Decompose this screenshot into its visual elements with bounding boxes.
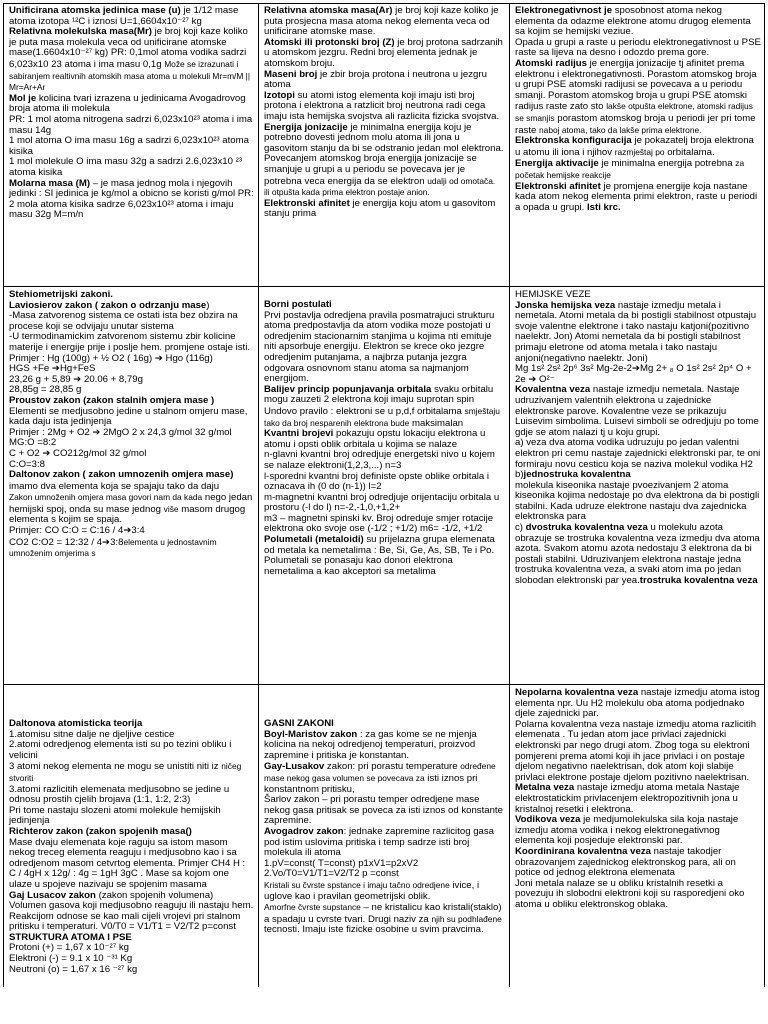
bold-term: Koordinirana kovalentna veza — [515, 845, 651, 857]
bold-term: Atomski radijus — [515, 57, 587, 69]
cell-gas-laws — [259, 686, 509, 990]
paragraph — [9, 179, 254, 221]
bold-term: Daltonova atomisticka teorija — [9, 718, 143, 729]
row-divider-1 — [4, 286, 764, 287]
paragraph — [9, 396, 254, 470]
text-run: zakon: pri porastu temperature — [324, 761, 461, 773]
text-run: nastaje izmedju atoma metala Nastaje elektrostatickim privlacenjem elektropozitivnih jona u kristalnoj resetki i elektrona. — [515, 782, 740, 815]
paragraph — [264, 70, 505, 91]
text-run: nastaje izmedju metala i nemetala. Atomi metala da bi postigli stabilnost otpustaju svoje valentne elektrone i tako nastaju katjoni(pozitivno naelektr. Jon) Atomi nemetala da bi postigli stabilnost primaju eletrone od atoma metala i tako nastaju anjoni(negativno naelektr. Joni) Mg 1s² 2s² 2p⁶ 3s² Mg-2e-2➔Mg 2+ ₈ O 1s² 2s² 2p⁴ O + 2e ➔ O²⁻ — [515, 299, 757, 385]
bold-term: Unificirana atomska jedinica mase (u) — [9, 5, 181, 16]
bold-term: Energija aktivacije — [515, 158, 599, 170]
paragraph — [264, 91, 505, 123]
text-run: imamo dva elementa koja se spajaju tako da daju — [9, 480, 220, 492]
cell-bohr-postulates — [259, 288, 509, 684]
bold-term: Richterov zakon (zakon spojenih masa() — [9, 825, 192, 837]
paragraph — [515, 815, 761, 847]
text-run: ) -Masa zatvorenog sistema ce ostati ista bez obzira na procese koji se odvijaju unutar sistema -U termodinamickim zatvorenom sistemu zbir kolicine materije i energije prije i poslje hem. promjene ostaje isti. Primjer : Hg (100g) + ½ O2 ( 16g) ➔ Hgo (116g) HGS +Fe ➔Hg+FeS 23,26 g + 5,89 ➔ 20.06 + 8,79g 28,85g = 28,85 g — [9, 299, 251, 396]
bold-term: Relativna molekulska masa(Mr) — [9, 26, 152, 38]
text-run: HEMIJSKE VEZE — [515, 289, 591, 300]
page-bottom-margin — [0, 987, 768, 1024]
text-run: je minimalna energija koju je potrebno dovesti jednom molu atoma ili jona u gasovitom stanju da bi se odstranio jedan mol elektrona. Povecanjem atomskog broja energija jonizacije se smanjuje u grupi a u periodu se povecava jer je potrebna veca energija da se elektron — [264, 121, 504, 187]
text-run: : za gas kome se ne mjenja kolicina na nekoj odredjenoj temperaturi, proizvod zapremine i pritiska je konstantan. — [264, 728, 477, 761]
bold-term: Elektronegativnost je — [515, 5, 613, 16]
paragraph — [515, 301, 761, 386]
cell-chemical-bonds — [510, 288, 765, 684]
bold-term: Metalna veza — [515, 782, 575, 794]
bold-term: Izotopi — [264, 89, 295, 101]
bold-term: Gay-Lusakov — [264, 761, 325, 773]
text-run: svaku orbitalu mogu zauzeti 2 elektrona koji imaju suprotan spin Undovo pravilo : elektroni se u p,d,f orbitalama — [264, 383, 494, 417]
text-run: je medjumolekulska sila koja nastaje izmedju atoma vodika i nekog elektronegativnog elementa koji posjeduje elektronski par. — [515, 814, 739, 847]
text-run: lakše otpušta elektrone, atomski radijus se smanjis — [515, 101, 753, 123]
bold-term: Isti krc. — [587, 201, 621, 213]
text-run: orbitalama. — [664, 146, 715, 158]
text-run: su atomi istog elementa koji imaju isti broj protona i elektrona a ratzlicit broj neutrona radi cega imaju ista hemijska svojstva ali razlicita fizicka svojstva. — [264, 89, 500, 122]
text-run: udalji od omotača. ili otpušta kada prima elektron postaje anion. — [264, 175, 496, 198]
text-run: isti iznos pri konstantnom pritisku, Šarlov zakon – pri porastu temper odredjene mase nekog gasa pritisak se poveca za isti iznos od konstante zapremine. — [264, 772, 503, 827]
text-run: ničeg stvoriti — [9, 761, 242, 783]
bold-term: Balijev princip popunjavanja orbitala — [264, 383, 432, 395]
bold-term: Vodikova veza — [515, 814, 581, 826]
text-run: maksimalan — [409, 417, 464, 429]
text-run: naboj atoma, tako da lakše prima elektrone. — [539, 124, 702, 135]
text-run: u molekulu azota obrazuje se trostruka kovalentna veza izmedju dva atoma azota. Svakom atomu azota nedostaju 3 elektrona da bi postali stabilni. Udruzivanjem elektrona nastaje jedna trostruka kovalentna veza, a svaki atom ima po jedan slobodan elektronski par yea. — [515, 522, 760, 587]
text-run: nastaje izmedju nemetala. Nastaje udruzivanjem valentnih elektrona u zajednicke elektronske parove. Kovalentne veze se prikazuju Luisevim simbolima. Luisevi simboli se odredjuju po tome gdje se atom nalazi tj u koju grupi. a) — [515, 384, 759, 449]
bold-term: Energija jonizacije — [264, 121, 348, 133]
text-run: (zakon spojenih volumena) Volumen gasova koji medjusobno reaguju ili nastaju hem. Reakcijom odnose se kao mali cijeli vrojevi pri stalnom pritisku i temperaturi. V0/T0 = V1/T1 = V2/T2 p=const — [9, 889, 254, 933]
text-run: veza dva atoma vodika udruzuju po jedan valentni elektron pri cemu nastaje zajednicki elektronski par, te oni formiraju novu cesticu koja se naziva molekul vodika H2 b) — [515, 437, 761, 481]
text-run: masom drugog elementa s kojim se spaja. Primjer: CO C:O = C:16 / 4➔3:4 CO2 C:O2 = 12:32 / 4➔3:8 — [9, 503, 246, 548]
bold-term: Mol je — [9, 92, 37, 104]
bold-term: Proustov zakon (zakon stalnih omjera mase ) — [9, 394, 215, 406]
paragraph — [515, 385, 761, 586]
text-run: za početak hemijske reakcije — [515, 158, 745, 180]
cell-stoichiometric-laws — [4, 288, 258, 684]
bold-term: Gaj Lusacov zakon — [9, 889, 96, 901]
paragraph — [264, 199, 505, 220]
paragraph — [9, 470, 254, 560]
bold-term: Relativna atomska masa(Ar) — [264, 5, 393, 16]
paragraph — [515, 136, 761, 158]
paragraph — [515, 783, 761, 815]
text-run: Mase dvaju elemenata koje raguju sa istom masom nekog treceg elementa reaguju i medjusobno kao i sa odredjenom masom cetvrtog elementa. Primjer CH4 H : C / 4gH x 12g/ : 4g = 1gH 3gC . Mase sa kojom one ulaze u spojeve nazivaju se spojenim masama — [9, 836, 246, 890]
paragraph — [515, 847, 761, 911]
paragraph — [9, 94, 254, 179]
paragraph — [9, 719, 254, 827]
bold-term: Daltonov zakon ( zakon umnozenih omjera mase) — [9, 469, 234, 481]
text-run: Zakon umnoženih omjera masa govori nam da kada — [9, 492, 203, 503]
bold-term: Kvantni brojevi — [264, 428, 334, 440]
text-run: Elementi se medjusobno jedine u stalnom omjeru mase, kada daju ista jedinjenja Primjer : 2Mg + O2 ➔ 2MgO 2 x 24,3 g/mol 32 g/mol MG:O =8:2 C + O2 ➔ CO212g/mol 32 g/mol C:O=3:8 — [9, 405, 248, 470]
text-run: njih su podhlađene — [431, 913, 502, 924]
text-run: je energija koju atom u gasovitom stanju prima — [264, 197, 496, 220]
paragraph — [264, 123, 505, 199]
bold-term: Atomski ili protonski broj (Z) — [264, 36, 395, 48]
text-run: porastom atomskog broja u periodi jer pri tome raste — [515, 112, 756, 136]
bold-term: dvostruka kovalentna veza — [525, 522, 648, 534]
paragraph — [264, 300, 505, 385]
text-run: određene mase nekog gasa volumen se povecava za — [264, 761, 496, 783]
paragraph — [264, 38, 505, 70]
bold-term: Nepolarna kovalentna veza — [515, 687, 639, 698]
text-run: je minimalna energija potrebna — [598, 158, 736, 170]
text-run: 1.atomisu sitne dalje ne djeljive cestice 2.atomi odredjenog elementa isti su po tezini obliku i velicini 3 atomi nekog elementa ne mogu se unistiti niti iz — [9, 728, 232, 773]
text-run: je promjena energije koja nastane kada atom nekog elementa primi elektron, raste u periodi a opada u grupi. — [515, 180, 758, 213]
paragraph — [9, 27, 254, 94]
cell-atomic-mass — [4, 4, 258, 286]
text-run: 3.atomi razlicitih elemenata medjusobno se jedine u odnosu prostih cjelih brojava (1:1, 1:2, 2:3) Pri tome nastaju slozeni atomi molekule hemijskih jedinjenja — [9, 783, 230, 827]
bold-term: STRUKTURA ATOMA I PSE — [9, 931, 132, 943]
text-run: je energija jonizacije tj afinitet prema elektronu i elektronegativnosti. Porastom atomskog broja u grupi PSE atomski radijusi se povecava a u periodu smanji. Porastom atomskog broja u grupi PSE atomski radijus raste zato sto — [515, 57, 757, 113]
bold-term: GASNI ZAKONI — [264, 718, 334, 729]
bold-term: Stehiometrijski zakoni. — [9, 289, 113, 300]
text-run: sposobnost atoma nekog elementa da odazme elektrone atomu drugog elementa sa kojim se hemijski veziue. Opada u grupi a raste u periodu elektronegativnost u PSE raste sa lijeva na desno i odozdo prema gore. — [515, 5, 761, 59]
paragraph — [515, 158, 761, 181]
bold-term: Elektronska konfiguracija — [515, 135, 632, 147]
bold-term: Maseni broj — [264, 68, 318, 80]
paragraph — [9, 6, 254, 27]
bold-term: Jonska hemijska veza — [515, 299, 616, 311]
paragraph — [515, 182, 761, 214]
text-run: je pokazatelj broja elektrona u atomu ili iona i njihov — [515, 135, 754, 158]
cell-covalent-bonds — [510, 686, 765, 990]
bold-term: Kovalentna veza — [515, 384, 591, 396]
text-run: Protoni (+) = 1,67 x 10⁻²⁷ kg Elektroni (-) = 9.1 x 10 ⁻³¹ Kg Neutroni (o) = 1,67 x 16 ⁻²⁷ kg — [9, 942, 138, 975]
text-run: je broj protona sadrzanih u atomskom jezgru. Redni broj elementa jednak je atomskom broju. — [264, 36, 503, 69]
bold-term: Molarna masa (M) — [9, 177, 91, 189]
bold-term: Avogadrov zakon — [264, 825, 344, 837]
paragraph — [264, 385, 505, 429]
paragraph — [9, 933, 254, 975]
bold-term: Elektronski afinitet — [515, 180, 601, 192]
paragraph — [515, 6, 761, 59]
bold-term: Boyl-Maristov zakon — [264, 728, 358, 740]
bold-term: Polumetali (metaloidi) — [264, 534, 364, 546]
text-run: – je masa jednog mola i njegovih jedinki : SI jedinica je kg/mol a obicno se koristi g/mol PR: 2 mola atoma kisika sadrze 6,023x10²³ atoma i imaju masu 32g M=m/n — [9, 177, 254, 221]
text-run: molekula kiseonika nastaje pvoezivanjem 2 atoma kiseonika kojima nedostaje po dva elektrona da bi postigli stabilni. Kada udruze elektrone nastaju dva zajednicka elektronska para c) — [515, 479, 760, 534]
notes-sheet — [3, 3, 765, 990]
cell-dalton-theory — [4, 686, 258, 990]
text-run: nastaje izmedju atoma istog elementa npr. Uu H2 molekulu oba atoma podjednako djele zajednicki par. Polarna kovalentna veza nastaje izmedju atoma razlicitih elemenata . Tu jedan atom jace privlaci zajednicki elektronski par nego drugi atom. Zbog toga su elektroni pomjereni prema atomi koji ih jace privlaci i on postaje djelom negativno naelektrisan, dok atom koji slabije privlaci elektrone postaje djelom pozitivno naelektrisan. — [515, 687, 760, 783]
paragraph — [515, 59, 761, 136]
paragraph — [9, 891, 254, 933]
text-run: je broj koji kaze koliko je puta prosjecna masa atoma nekog elementa veca od unificirane atomske mase. — [264, 5, 499, 38]
text-run: je broj koji kaze koliko je puta masa molekula veca od unificirane atomske mase(1.6604x10⁻²⁷ kg) PR: 0,1mol atoma vodika sadrzi 6,023x10 23 atoma i ima masu 0,1g — [9, 26, 248, 70]
text-run: nego jedan hemijski spoj, onda su mase jednog — [9, 492, 253, 515]
paragraph — [264, 535, 505, 577]
text-run: Može se izrazunati i sabiranjem realtivnih atomskih masa atoma u molekuli Mr=m/M || Mr=Ar+Ar — [9, 58, 251, 93]
bold-term: jednostruka kovalentna — [523, 469, 631, 481]
text-run: Kristali su čvrste spstance i imaju tačno odredjene — [264, 879, 450, 890]
text-run: Amorfne čvrste supstance — [264, 902, 361, 913]
bold-term: Elektronski afinitet — [264, 197, 350, 209]
bold-term: Laviosierov zakon ( zakon o odrzanju mase — [9, 299, 207, 311]
text-run: kolicina tvari izrazena u jedinicama Avogadrovog broja atoma ili molekula PR: 1 mol atoma nitrogena sadrzi 6,023x10²³ atoma i ima masu 14g 1 mol atoma O ima masu 16g a sadrzi 6,023x10²³ atoma kisika 1 mol molekule O ima masu 32g a sadrzi 2.6,023x10 ²³ atoma kisika — [9, 92, 253, 178]
bold-term: trostruka kovalentna veza — [639, 575, 758, 587]
text-run: razmještaj po — [614, 146, 665, 157]
row-divider-2 — [4, 684, 764, 685]
paragraph — [264, 761, 505, 827]
text-run: – ne kristalicu kao kristali(staklo) a spadaju u cvrste tvari. Drugi naziv za — [264, 902, 502, 925]
text-run: je zbir broja protona i neutrona u jezgru atoma — [264, 68, 487, 91]
text-run: tecnosti. Imaju iste fizicke osobine u svim pravcima. — [264, 924, 484, 936]
bold-term: Borni postulati — [264, 299, 332, 310]
text-run: : jednake zapremine razlicitog gasa pod istim uslovima pritiska i temp sadrze isti broj molekula ili atoma 1.pV=const( T=const) p1xV1=p2xV2 2.Vo/T0=V1/T1=V2/T2 p =const — [264, 825, 494, 880]
paragraph — [264, 827, 505, 936]
text-run: Prvi postavlja odredjena pravila posmatrajuci strukturu atoma predpostavlja da atom vodika moze postojati u odredjenim stacionarnim stanjima u kojima nti emituje niti apsorbuje energiju. Elektron se krece oko jezgre odredjenim putanjama, a najbrza putanja jezgra odgovara osnovnom stanu atoma sa najmanjom energijom. — [264, 309, 495, 385]
text-run: pokazuju opstu lokaciju elektrona u atomu i opsti oblik orbitala u kojima se nalaze n-glavni kvantni broj odredjuje energetski nivo u kojem se nalaze elektroni(1,2,3,...) n=3 l-sporedni kvantni broj definiste opste oblike orbitala i oznacava ih (0 do (n-1)) l=2 m-magnetni kvantni broj odredjuje orijentaciju orbitala u prostoru (-l do l) n=-2,-1,0,+1,2+ m3 – magnetni spinski kv. Broj odreduje smjer rotacije elektrona oko svoje ose (-1/2 ; +1/2) m6= -1/2, +1/2 — [264, 428, 500, 535]
cell-electronegativity — [510, 4, 765, 286]
paragraph — [515, 688, 761, 783]
paragraph — [9, 301, 254, 396]
text-run: elementa u jednostavnim umnoženim omjerima s — [9, 536, 217, 559]
paragraph — [264, 730, 505, 762]
text-run: ivice, i uglove kao i pravilan geometrijski oblik. — [264, 879, 480, 902]
text-run: više — [163, 503, 179, 514]
text-run: smještaju tako da broj nesparenih elektrona bude — [264, 405, 500, 428]
paragraph — [9, 827, 254, 891]
paragraph — [264, 6, 505, 38]
text-run: su prijelazna grupa elemenata od metala ka nemetalima : Be, Si, Ge, As, SB, Te i Po. Polumetali se ponasaju kao donori elektrona nemetalima a kao akceptori sa metalima — [264, 534, 495, 577]
cell-relative-atomic-mass — [259, 4, 509, 286]
text-run: nastaje takodjer obrazovanjem zajednickog elektronskog para, ali on potice od jednog elektrona elemenata Joni metala nalaze se u obliku kristalnih resetki a povezuju ih slobodni elektroni koji su rasporedjeni oko atoma u obliku elektronskog oblaka. — [515, 845, 745, 910]
text-run: je 1/12 mase atoma izotopa ¹²C i iznosi U=1,6604x10⁻²⁷ kg — [9, 5, 239, 27]
paragraph — [264, 429, 505, 535]
